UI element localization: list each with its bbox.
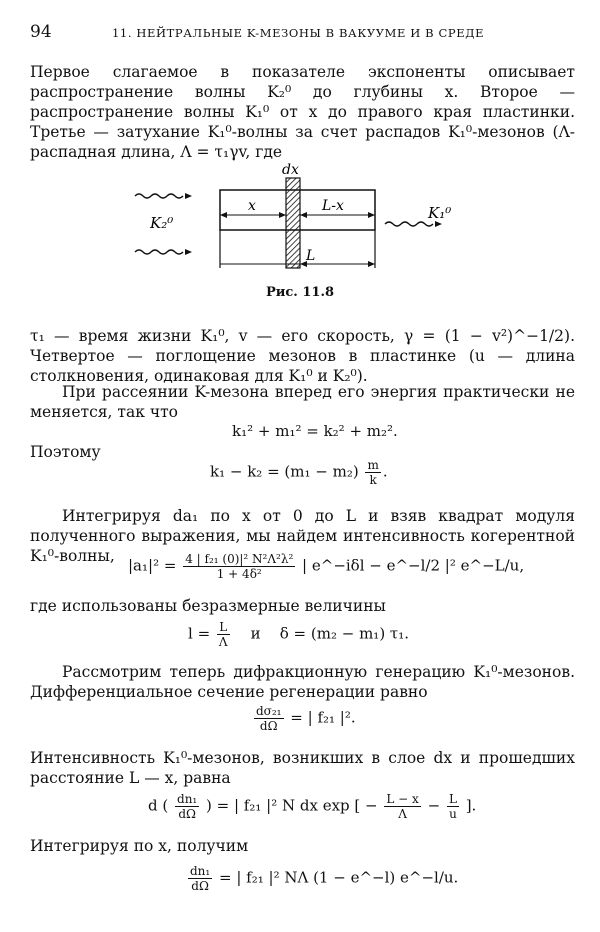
equation-intensity: |a₁|² = $\frac{\text{4 | f₂₁ (0)|² N²Λ²λ²}}{\text{1 + 4δ²}}$ | e^−iδl − e^−l/2 |² e^−L/u, <box>128 552 525 581</box>
equation-layer-intensity: d ( $\frac{\text{dn₁}}{d\Omega}$ ) = | f₂₁ |² N dx exp [ − $\frac{L - x}{\Lambda}$ − $\frac{L}{u}$ ]. <box>148 792 477 821</box>
eq2-fraction: $\frac{m}{k}$ <box>367 458 379 487</box>
label-k2: K₂⁰ <box>150 214 174 232</box>
incoming-wave-top <box>135 194 183 198</box>
paragraph-9: Интегрируя по x, получим <box>30 837 249 855</box>
label-x: x <box>248 198 256 214</box>
eq7-fraction: $\frac{\text{dn₁}}{d\Omega}$ <box>190 864 211 893</box>
paragraph-1: Первое слагаемое в показателе экспоненты описывает распространение волны K₂⁰ до глубины x. Второе — распространение волны K₁⁰ от x до правого края пластинки. Третье — затухание K₁⁰-волны за счет распадов K₁⁰-мезонов (Λ-распадная длина, Λ = τ₁γv, где <box>30 63 575 161</box>
paragraph-5: Интегрируя da₁ по x от 0 до L и взяв квадрат модуля полученного выражения, мы найдем интенсивность когерентной K₁⁰-волны, <box>30 507 575 565</box>
paragraph-4: Поэтому <box>30 443 101 461</box>
figure-11-8 <box>110 160 490 300</box>
slab-diagram <box>110 160 490 285</box>
label-dx: dx <box>282 162 299 178</box>
incoming-wave-bottom <box>135 250 183 254</box>
running-head: 11. НЕЙТРАЛЬНЫЕ K-МЕЗОНЫ В ВАКУУМЕ И В СРЕДЕ <box>112 26 485 40</box>
paragraph-6: где использованы безразмерные величины <box>30 597 386 615</box>
paragraph-2: τ₁ — время жизни K₁⁰, v — его скорость, γ = (1 − v²)^−1/2). Четвертое — поглощение мезонов в пластинке (u — длина столкновения, одинаковая для K₁⁰ и K₂⁰). <box>30 327 575 385</box>
eq3-fraction: $\frac{\text{4 | f₂₁ (0)|² N²Λ²λ²}}{\text{1 + 4δ²}}$ <box>185 552 294 581</box>
page-number: 94 <box>30 22 52 42</box>
dx-slice <box>286 178 300 268</box>
label-l: L <box>306 248 316 264</box>
equation-dimensionless: l = $\frac{L}{\Lambda}$ и δ = (m₂ − m₁) τ₁. <box>188 620 410 649</box>
eq2-lhs: k₁ − k₂ = (m₁ − m₂) <box>210 462 359 481</box>
label-lx: L-x <box>322 198 344 214</box>
figure-caption: Рис. 11.8 <box>265 285 335 300</box>
equation-cross-section: $\frac{\text{dσ₂₁}}{d\Omega}$ = | f₂₁ |². <box>256 704 356 733</box>
equation-integrated: $\frac{\text{dn₁}}{d\Omega}$ = | f₂₁ |² NΛ (1 − e^−l) e^−l/u. <box>190 864 459 893</box>
page-header <box>30 22 575 46</box>
eq4-fraction: $\frac{L}{\Lambda}$ <box>218 620 228 649</box>
outgoing-wave <box>385 222 433 226</box>
equation-momentum-difference: k₁ − k₂ = (m₁ − m₂) $\frac{m}{k}$ . <box>210 458 388 487</box>
paragraph-8: Интенсивность K₁⁰-мезонов, возникших в слое dx и прошедших расстояние L — x, равна <box>30 749 575 787</box>
paragraph-3: При рассеянии K-мезона вперед его энергия практически не меняется, так что <box>30 383 575 421</box>
equation-energy: k₁² + m₁² = k₂² + m₂². <box>232 422 398 440</box>
paragraph-7: Рассмотрим теперь дифракционную генерацию K₁⁰-мезонов. Дифференциальное сечение регенерации равно <box>30 663 575 701</box>
label-k1: K₁⁰ <box>428 204 452 222</box>
eq5-fraction: $\frac{\text{dσ₂₁}}{d\Omega}$ <box>256 704 282 733</box>
